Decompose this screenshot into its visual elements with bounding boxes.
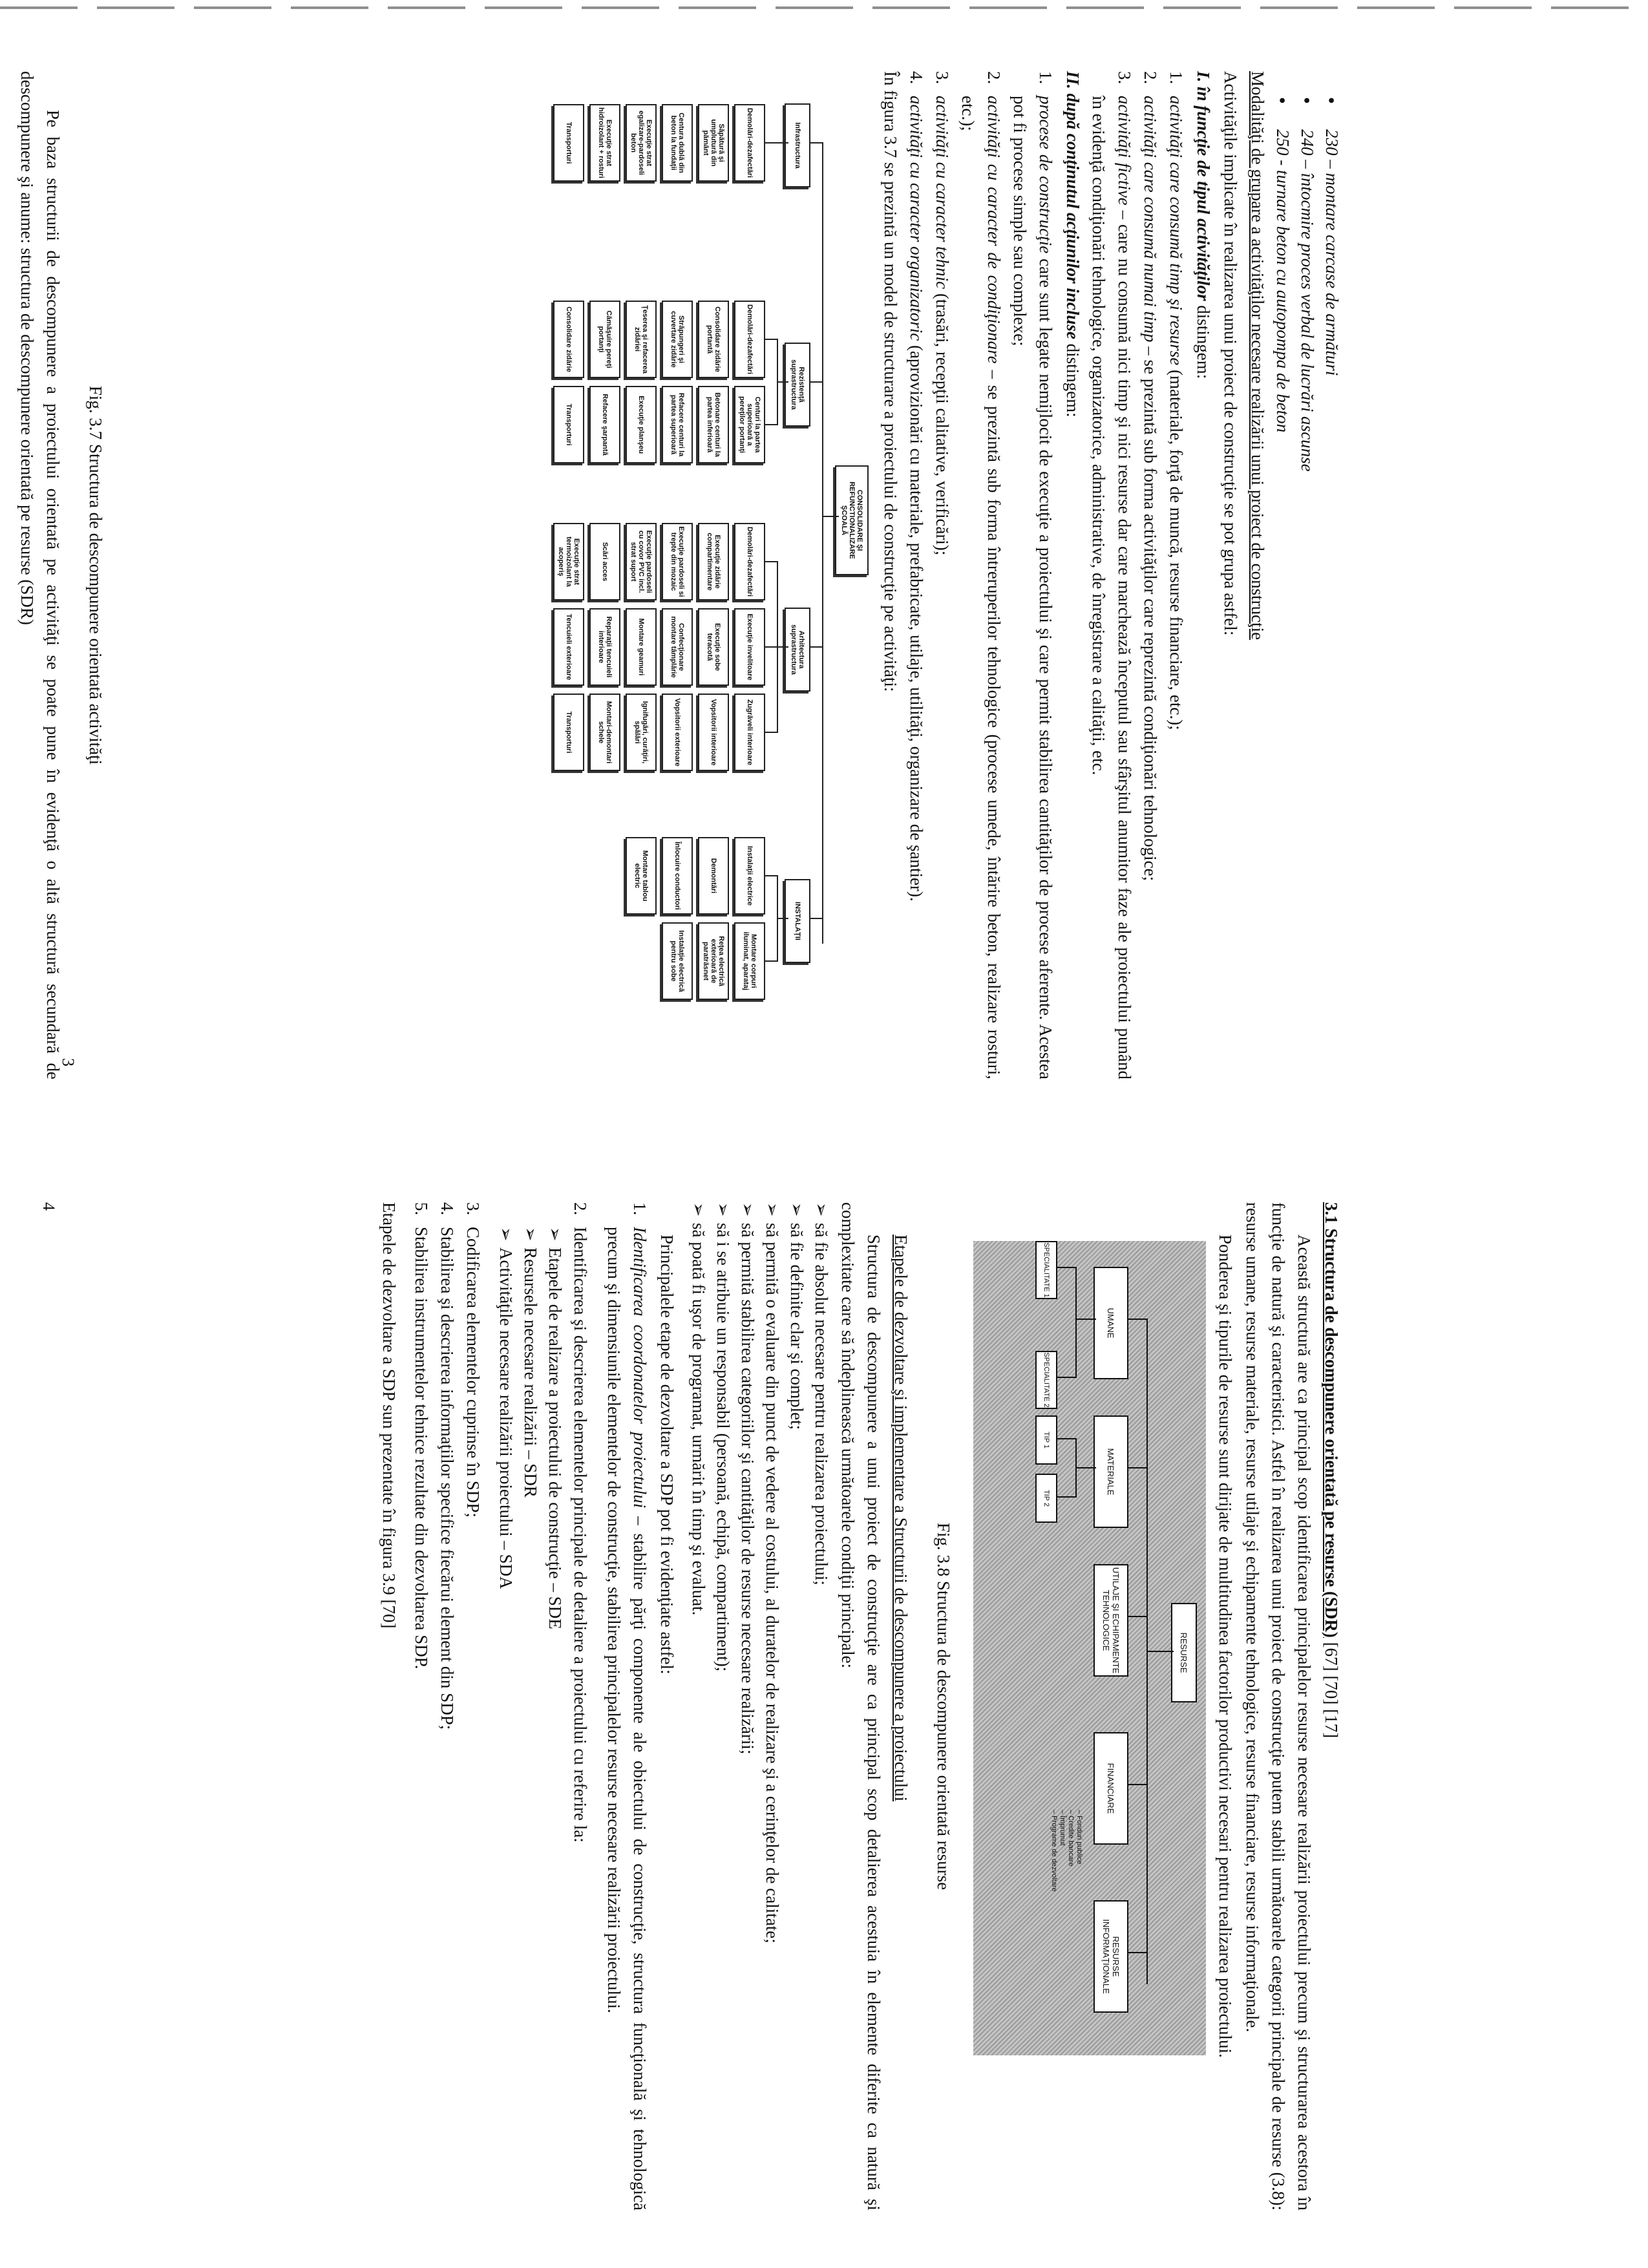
section-2-heading: II. după conţinutul acţiunilor incluse distingem: xyxy=(1063,71,1083,418)
fig37-activity-box: Montare geamuri xyxy=(626,608,657,686)
bullet-item: ● 240 – întocmire proces verbal de lucrări ascunse xyxy=(1295,71,1320,1079)
fig37-activity-box: Vopsitorii interioare xyxy=(698,694,729,771)
fig37-activity-box: Reţea electrică exterioară de paratrăsnet xyxy=(698,922,729,1000)
closing-paragraph: Pe baza structurii de descompunere a proiectului orientată pe activităţi se poate pune în evidenţă o altă structură secundară de descompunere şi anume: structura de descompunere orientată pe resurse (SDR) xyxy=(17,71,63,1079)
step-text: Stabilirea instrumentelor tehnice rezultate din dezvoltarea SDP. xyxy=(412,1227,431,1669)
paragraph-1: Această structură are ca principal scop identificarea principalelor resurse necesare realizării proiectului precum şi structurarea acestora în funcţie de natură şi caracteristici. Astfel în realizarea unui proiect de construcţie putem stabili următoarele categorii principale de resurse (3.8): resurse umane, resurse materiale, resurse utilaje şi echipamente tehnologice, resurse financiare, resurse informaţionale. xyxy=(1243,1202,1314,2210)
final-sentence: Etapele de dezvoltare a SDP sun prezentate în figura 3.9 [70] xyxy=(379,1202,399,1629)
step-item xyxy=(460,1202,486,2210)
resource-category-box: UMANE xyxy=(1093,1267,1128,1379)
paragraph-2: Ponderea şi tipurile de resurse sunt dirijate de multitudinea factorilor productivi necesari pentru realizarea proiectului. xyxy=(1216,1235,1235,2058)
fig37-activity-box: Demolări-dezafectări xyxy=(734,301,765,378)
fig37-activity-box: Centura dublă din beton la fundaţii xyxy=(662,104,693,182)
fig37-activity-box: Săpătură şi umplutură din pământ xyxy=(698,104,729,182)
fig37-activity-box: Transporturi xyxy=(553,386,584,463)
resurse-root-box: RESURSE xyxy=(1171,1603,1197,1702)
fig37-activity-box: Execuţie strat hidroizolant + rosturi xyxy=(589,104,620,182)
fig37-activity-box: Execuţie strat egalizare-pardoseli beton xyxy=(626,104,657,182)
condition-item: ➢ să fie definite clar şi complet; xyxy=(785,1202,809,2210)
item-text: – care nu consumă nici timp şi nici resurse dar care marchează începutul sau sfârşitul anumitor faze ale proiectului punând în evidenţă condiţionări tehnologice, organizatorice, administrative, de înregistrare a calităţii, etc. xyxy=(1089,96,1134,1079)
fig37-branch-box: Infrastructura xyxy=(785,103,810,187)
step-2-subitem: ➢ Resursele necesare realizării – SDR xyxy=(518,1227,543,2210)
bullet-item: ● 250 - turnare beton cu autopompa de beton xyxy=(1271,71,1295,1079)
resource-category-box: UTILAJE ŞI ECHIPAMENTE TEHNOLOGICE xyxy=(1093,1564,1128,1677)
scan-artifact-line xyxy=(0,6,1648,9)
fig37-activity-box: Instalaţie electrică pentru sobe xyxy=(662,922,693,1000)
fig37-activity-box: Execuţie strat termoizolant la acoperiş xyxy=(553,523,584,600)
page-4 xyxy=(39,1202,1344,2210)
item-term: activităţi cu caracter de condiţionare xyxy=(984,96,1004,364)
step-number: 3. xyxy=(463,1202,483,1216)
item-number: 1. xyxy=(1167,71,1186,85)
section-1-list xyxy=(1086,71,1189,1079)
fig37-activity-box: Execuţie planşeu xyxy=(626,386,657,463)
financiare-source-item: – Credite bancare xyxy=(1067,1810,1075,1867)
fig37-activity-box: Montari-demontari schele xyxy=(589,694,620,771)
item-term: activităţi cu caracter organizatoric xyxy=(907,96,926,341)
fig37-activity-box: Confecţionare montare tâmplărie xyxy=(662,608,693,686)
steps-3-5 xyxy=(408,1202,486,2210)
fig37-activity-box: Cămăşuire pereţi portanţi xyxy=(589,301,620,378)
subheading-development: Etapele de dezvoltare şi implementare a Structurii de descompunere a proiectului xyxy=(891,1235,911,1802)
fig37-activity-box: Execuţie sobe teracotă xyxy=(698,608,729,686)
fig37-activity-box: Scări acces xyxy=(589,523,620,600)
item-text: (aprovizionări cu materiale, prefabricate, utilaje, utilităţi, organizare de şantier). xyxy=(907,341,926,902)
step-1: 1. Identificarea coordonatelor proiectului – stabilire părţi componente ale obiectului de construcţie, structura funcţională şi tehnologică precum şi dimensiunile elementelor de construcţie, stabilirea principalelor resurse necesare realizării proiectului. xyxy=(604,1202,650,2210)
financiare-source-item: – Programe de dezvoltare xyxy=(1050,1810,1058,1892)
step-item xyxy=(434,1202,460,2210)
bullet-list xyxy=(1271,71,1344,1079)
resource-subtype-box: SPECIALITATE 1 xyxy=(1035,1241,1057,1299)
step-2: 2. Identificarea şi descrierea elementelor principale de detaliere a proiectului cu referire la: xyxy=(571,1202,590,1843)
step-2-subitem: ➢ Etapele de realizare a proiectului de construcţie – SDE xyxy=(543,1227,567,2210)
numbered-item xyxy=(1007,71,1059,1079)
item-text: – se prezintă sub forma întreruperilor tehnologice (procese umede, întărire beton, realizare rosturi, etc.); xyxy=(958,96,1004,1079)
fig37-activity-box: Consolidare zidărie portantă xyxy=(698,301,729,378)
fig37-activity-box: Montare corpuri iluminat, aparataj xyxy=(734,922,765,1000)
financiare-source-item: – Împrumut xyxy=(1059,1810,1066,1846)
numbered-item xyxy=(1086,71,1137,1079)
numbered-item xyxy=(929,71,955,1079)
fig37-activity-box: Execuţie pardoseli si trepte din mozaic xyxy=(662,523,693,600)
item-number: 2. xyxy=(1141,71,1160,85)
fig37-activity-box: Centuri la partea superioară a pereţilor portanţi xyxy=(734,386,765,463)
paragraph-4: Principalele etape de dezvoltare a SDP pot fi evidenţiate astfel: xyxy=(657,1235,677,1675)
figure-3-8-caption: Fig. 3.8 Structura de descompunere orientată resurse xyxy=(934,1522,953,1891)
fig37-activity-box: Demolări-dezafectări xyxy=(734,523,765,600)
fig37-activity-box: Tencuieli exterioare xyxy=(553,608,584,686)
condition-item: ➢ să fie absolut necesare pentru realizarea proiectului; xyxy=(809,1202,834,2210)
intro-text: Activităţile implicate în realizarea unui proiect de construcţie se pot grupa astfel: xyxy=(1221,71,1240,636)
fig37-activity-box: Înlocuire conductori xyxy=(662,837,693,915)
fig37-activity-box: Ţeserea şi refacerea zidăriei xyxy=(626,301,657,378)
numbered-item xyxy=(1163,71,1189,1079)
fig37-activity-box: Vopsitorii exterioare xyxy=(662,694,693,771)
item-text: – se prezintă sub forma activităţilor care reprezintă condiţionări tehnologice; xyxy=(1141,342,1160,882)
bullet-item: ● 230 – montare carcase de armături xyxy=(1320,71,1344,1079)
fig37-activity-box: Reparaţii tencuieli interioare xyxy=(589,608,620,686)
financiare-source-item: – Fonduri publice xyxy=(1075,1810,1083,1865)
step-text: Codificarea elementelor cuprinse în SDP; xyxy=(463,1227,483,1518)
fig37-activity-box: Execuţie zidărie compartimentare xyxy=(698,523,729,600)
figure-intro: În figura 3.7 se prezintă un model de structurare a proiectului de construcţie pe activităţi: xyxy=(881,71,900,692)
resource-subtype-box: TIP 1 xyxy=(1035,1415,1057,1465)
fig37-activity-box: Demolări-dezafectări xyxy=(734,104,765,182)
fig37-activity-box: Instalaţii electrice xyxy=(734,837,765,915)
fig37-activity-box: Zugrăveli interioare xyxy=(734,694,765,771)
paragraph-3: Structura de descompunere a unui proiect de construcţie are ca principal scop detalierea acestuia în elemente diferite ca natură şi complexitate care să îndeplinească următoarele condiţii principale: xyxy=(838,1202,883,2210)
condition-item: ➢ să i se atribuie un responsabil (persoană, echipă, compartiment); xyxy=(711,1202,735,2210)
numbered-item xyxy=(955,71,1007,1079)
item-number: 4. xyxy=(907,71,926,85)
figure-3-7-caption: Fig. 3.7 Structura de descompunere orientată activităţi xyxy=(86,385,105,765)
item-term: activităţi care consumă numai timp xyxy=(1141,96,1160,343)
item-number: 3. xyxy=(933,71,952,85)
step-2-subitem: ➢ Activităţile necesare realizării proiectului – SDA xyxy=(494,1227,518,2210)
fig37-activity-box: Transporturi xyxy=(553,104,584,182)
resource-subtype-box: TIP 2 xyxy=(1035,1474,1057,1523)
item-term: activităţi cu caracter tehnic xyxy=(933,96,952,290)
condition-item: ➢ să permită stabilirea categoriilor şi cantităţilor de resurse necesare realizării; xyxy=(735,1202,760,2210)
resource-category-box: RESURSE INFORMAŢIONALE xyxy=(1093,1900,1128,2013)
step-text: Stabilirea şi descrierea informaţiilor specifice fiecărui element din SDP; xyxy=(438,1227,457,1730)
fig37-root-box: CONSOLIDARE ŞI REFUNCTIONALIZARE ŞCOALĂ xyxy=(835,465,869,575)
fig37-activity-box: Execuţie invelitoare xyxy=(734,608,765,686)
page-3 xyxy=(17,71,1344,1080)
fig37-branch-box: INSTALAŢII xyxy=(785,879,810,963)
fig37-activity-box: Refacere centuri la partea superioară xyxy=(662,386,693,463)
figure-3-7-activity-tree xyxy=(125,71,869,1015)
numbered-item xyxy=(1137,71,1163,1079)
fig37-activity-box: Demontări xyxy=(698,837,729,915)
section-heading: 3.1 Structura de descompunere orientată pe resurse (SDR) [67] [70] [17] xyxy=(1322,1202,1341,1739)
item-number: 3. xyxy=(1115,71,1134,85)
item-text: care sunt legate nemijlocit de execuţie a proiectului şi care permit stabilirea cantităţilor de procese aferente. Acestea pot fi procese simple sau complexe; xyxy=(1010,96,1055,1080)
fig37-activity-box: Străpungeri şi cuvertare zidărie xyxy=(662,301,693,378)
resource-subtype-box: SPECIALITATE 2 xyxy=(1035,1351,1057,1409)
resource-category-box: MATERIALE xyxy=(1093,1415,1128,1528)
item-number: 1. xyxy=(1036,71,1055,85)
resource-category-box: FINANCIARE xyxy=(1093,1732,1128,1845)
fig37-activity-box: Betonare centuri la partea inferioară xyxy=(698,386,729,463)
fig37-activity-box: Transporturi xyxy=(553,694,584,771)
item-text: (trasări, recepţii calitative, verificări); xyxy=(933,289,952,556)
step-number: 4. xyxy=(438,1202,457,1216)
fig37-activity-box: Refacere şarpantă xyxy=(589,386,620,463)
conditions-list xyxy=(686,1202,834,2210)
intro-heading: Modalităţi de grupare a activităţilor necesare realizării unui proiect de construcţie xyxy=(1248,71,1267,641)
financiare-source-list xyxy=(1050,1810,1083,1892)
fig37-activity-box: Ignifugări, curăţiri, spălări xyxy=(626,694,657,771)
step-number: 5. xyxy=(412,1202,431,1216)
item-term: activităţi fictive xyxy=(1115,96,1134,206)
page-number: 4 xyxy=(39,1202,58,1211)
figure-3-8-resource-tree xyxy=(973,1241,1206,2055)
step-2-sublist xyxy=(494,1202,567,2210)
section-1-heading: I. în funcţie de tipul activităţilor distingem: xyxy=(1194,71,1213,379)
section-2-list xyxy=(903,71,1059,1079)
fig37-branch-box: Rezistenţă suprastructura xyxy=(785,343,810,427)
fig37-activity-box: Montare tablou electric xyxy=(626,837,657,915)
item-number: 2. xyxy=(984,71,1004,85)
numbered-item xyxy=(903,71,929,1079)
item-term: procese de construcţie xyxy=(1036,96,1055,254)
fig37-branch-box: Arhitectura suprastructura xyxy=(785,608,810,692)
fig37-activity-box: Execuţie pardoseli cu covor PVC incl. strat suport xyxy=(626,523,657,600)
item-term: activităţi care consumă timp şi resurse xyxy=(1167,96,1186,366)
item-text: (materiale, forţă de muncă, resurse financiare, etc.); xyxy=(1167,365,1186,730)
step-item xyxy=(408,1202,434,2210)
condition-item: ➢ să poată fi uşor de programat, urmărit în timp şi evaluat. xyxy=(686,1202,711,2210)
condition-item: ➢ să permită o evaluare din punct de vedere al costului, al duratelor de realizare şi a cerinţelor de calitate; xyxy=(760,1202,785,2210)
page-number: 3 xyxy=(59,1058,78,1066)
fig37-activity-box: Consolidare zidărie xyxy=(553,301,584,378)
